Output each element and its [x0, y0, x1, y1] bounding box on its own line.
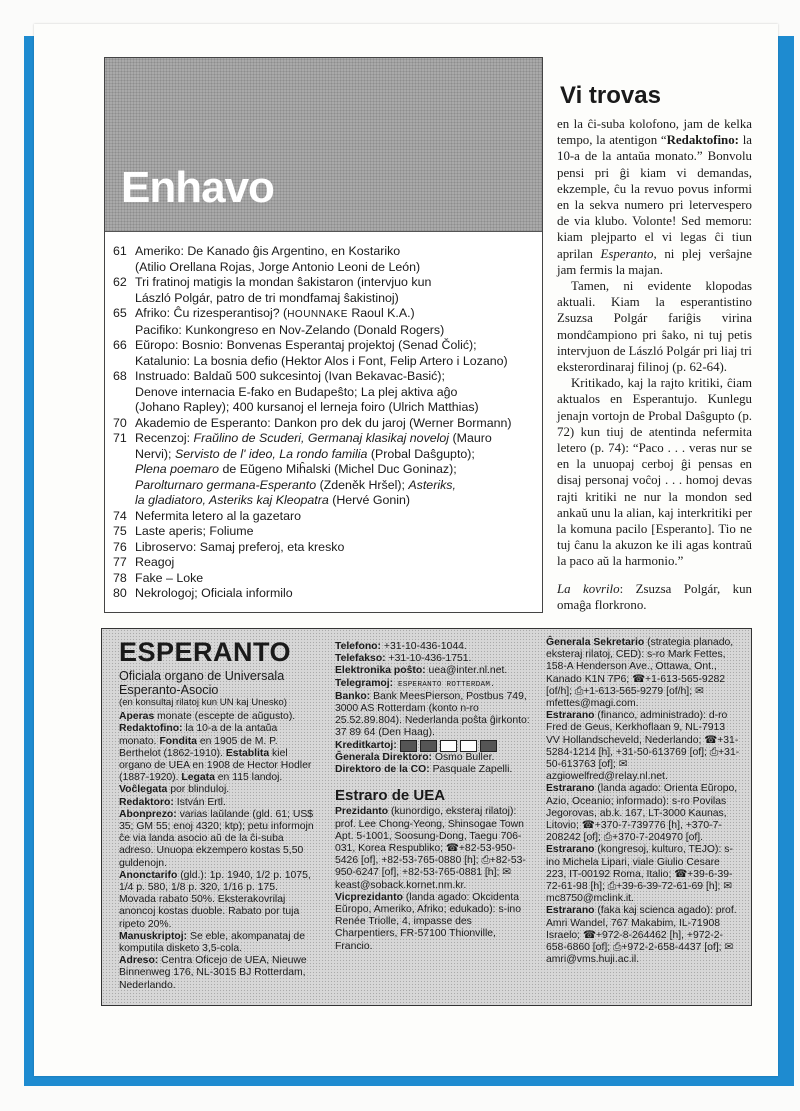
colophon-entry: Direktoro de la CO: Pasquale Zapelli.: [335, 764, 513, 776]
magazine-title: ESPERANTO: [119, 637, 292, 667]
colophon-entry: Manuskriptoj: Se eble, akompanataj de komputila disketo 3,5-cola.: [119, 930, 305, 955]
colophon-column-3: [546, 637, 740, 966]
toc-header: [105, 58, 542, 232]
board-member: Estrarano (kongresoj, kulturo, TEJO): s-ino Michela Lipari, viale Giulio Cesare 223, IT-00192 Roma, Italio; ☎+39-6-39-72-61-98 [h]; ⎙+39-6-39-72-61-69 [h]; ✉mc8750@mclink.it.: [546, 844, 733, 905]
board-member: Ĝenerala Sekretario (strategia planado, eksteraj rilatoj, CED): s-ro Mark Fettes, 158-A Henderson Ave., Ottawa, Ont., Kanado K1N 7P6; ☎+1-613-565-9282 [of/h]; ⎙+1-613-565-9279 [of/h]; ✉mfettes@magi.com.: [546, 637, 734, 710]
board-member: Estrarano (landa agado: Orienta Eŭropo, Azio, Oceanio; informado): s-ro Povilas Jegorovas, ab.k. 167, LT-3000 Kaunas, Litovio; ☎+370-7-739776 [h], +370-7-208242 [of]; ⎙+370-7-204970 [of].: [546, 783, 738, 844]
toc-entry[interactable]: 74 Nefermita letero al la gazetaro: [113, 508, 301, 523]
vi-paragraph: Kritikado, kaj la rajto kritiki, ĉiam aktualos en Esperantujo. Kunlegu jenajn vortojn de Probal Daŝgupto (p. 72) kun tiuj de atentinda nefermita letero (p. 74): “Paco . . . veras nur se en la unuopaj cerboj ĝi pensas en disaj personaj voĉoj . . . homoj devas rajti kritiki ne nur la mondon sed ankaŭ unu la alian, kaj interkritiki per la komuna pacilo [Esperanto]. Tio ne tuj ĉanu la akuzon ke ili agas kontraŭ la paco aŭ la harmonio.”: [557, 376, 752, 569]
board-member: Prezidanto (kunordigo, eksteraj rilatoj): prof. Lee Chong-Yeong, Shinsogae Town Apt. 5-1001, Soosung-Dong, Taegu 706-031, Korea Respubliko; ☎+82-53-950-5426 [of], +82-53-765-0880 [h]; ⎙+82-53-950-6247 [of], +82-53-765-0881 [h]; ✉keast@soback.kornet.nm.kr.: [335, 806, 526, 891]
toc-entry[interactable]: 66 Eŭropo: Bosnio: Bonvenas Esperantaj projektoj (Senad Čolić); Katalunio: La bosnia defio (Hektor Alos i Font, Felip Artero i Lozano): [113, 338, 508, 368]
consultative-note: (en konsultaj rilatoj kun UN kaj Unesko): [119, 697, 287, 708]
cover-caption: La kovrilo: Zsuzsa Polgár, kun omaĝa florkrono.: [557, 581, 752, 612]
colophon-column-1: [119, 637, 315, 992]
vi-paragraph: en la ĉi-suba kolofono, jam de kelka tempo, la atentigon “Redaktofino: la 10-a de la antaŭa monato.” Bonvolu pensi pri ĝi kiam vi demandas, ekzemple, ĉu la revuo povus informi en la sekva numero pri letervespero de via klubo. Volonte! Sed memoru: kiam plejparto el vi legas ĉi tiun aprilan Esperanto, ni plej verŝajne jam fermis la majan.: [557, 117, 752, 277]
board-member: Vicprezidanto (landa agado: Okcidenta Eŭropo, Ameriko, Afriko; edukado): s-ino Renée Triolle, 4, impasse des Charpentiers, FR-57100 Thionville, Francio.: [335, 891, 521, 952]
colophon-entry: Aperas monate (escepte de aŭgusto). Redaktofino: la 10-a de la antaŭa monato. Fondita en 1905 de M. P. Berthelot (1862-1910). Establita kiel organo de UEA en 1908 de Hector Hodler (1887-1920). Legata en 115 landoj. Voĉlegata por blinduloj.: [119, 711, 312, 796]
toc-title: Enhavo: [121, 163, 274, 212]
credit-card-icon: [420, 740, 437, 752]
credit-card-icon: [440, 740, 457, 752]
toc-entry[interactable]: 62 Tri fratinoj matigis la mondan ŝakistaron (intervjuo kun László Polgár, patro de tri mondfamaj ŝakistinoj): [113, 275, 432, 305]
colophon-entry: Banko: Bank MeesPierson, Postbus 749, 3000 AS Rotterdam (konto n-ro 25.52.89.804). Nederlanda poŝta ĝirkonto: 37 89 64 (Den Haag).: [335, 690, 530, 739]
colophon-entry: Adreso: Centra Oficejo de UEA, Nieuwe Binnenweg 176, NL-3015 BJ Rotterdam, Nederlando.: [119, 955, 307, 991]
vi-trovas-title: Vi trovas: [560, 82, 661, 109]
credit-card-icon: [460, 740, 477, 752]
toc-entry[interactable]: 68 Instruado: Baldaŭ 500 sukcesintoj (Ivan Bekavac-Basić); Denove internacia E-fako en Budapeŝto; La plej aktiva aĝo (Johano Rapley); 400 kursanoj el lerneja foiro (Ulrich Matthias): [113, 369, 479, 414]
board-member: Estrarano (financo, administrado): d-ro Fred de Geus, Kerkhoflaan 9, NL-7913 VV Hollandscheveld, Nederlando; ☎+31-5284-1214 [h], +31-50-613769 [of]; ⎙+31-50-613763 [of]; ✉azgiowelfred@relay.nl.net.: [546, 710, 740, 783]
credit-card-icon: [400, 740, 417, 752]
toc-entry[interactable]: 77 Reagoj: [113, 555, 175, 569]
magazine-subtitle: Oficiala organo de Universala Esperanto-Asocio: [119, 669, 285, 697]
toc-box: [104, 57, 543, 613]
toc-entry[interactable]: 61 Ameriko: De Kanado ĝis Argentino, en Kostariko (Atilio Orellana Rojas, Jorge Antonio Leoni de León): [113, 244, 421, 274]
colophon-entry: Elektronika poŝto: uea@inter.nl.net.: [335, 665, 508, 677]
colophon-entry: Telegramoj: ESPERANTO ROTTERDAM.: [335, 677, 496, 689]
colophon-entry: Telefono: +31-10-436-1044.: [335, 641, 467, 652]
board-member: Estrarano (faka kaj scienca agado): prof. Amri Wandel, 767 Makabim, IL-71908 Israelo; ☎+972-8-264462 [h], +972-2-658-6860 [of]; ⎙+972-2-658-4437 [of]; ✉amri@vms.huji.ac.il.: [546, 905, 737, 966]
colophon-entry: Telefakso: +31-10-436-1751.: [335, 653, 472, 665]
toc-entry[interactable]: 75 Laste aperis; Foliume: [113, 524, 254, 538]
credit-card-icon: [480, 740, 497, 752]
toc-list: [113, 244, 537, 602]
toc-entry[interactable]: 65 Afriko: Ĉu rizesperantisoj? (HOUNNAKE Raoul K.A.) Pacifiko: Kunkongreso en Nov-Zelando (Donald Rogers): [113, 306, 445, 337]
toc-entry[interactable]: 70 Akademio de Esperanto: Dankon pro dek du jaroj (Werner Bormann): [113, 415, 512, 430]
colophon-column-2: [335, 641, 531, 953]
vi-trovas-column: [557, 84, 752, 613]
colophon-entry: Abonprezo: varias laŭlande (gld. 61; US$ 35; GM 55; enoj 4320; ktp); petu informojn ĉe via landa asocio aŭ de la ĉi-suba adreso. Unuopa ekzempero kostas 5,50 guldenojn.: [119, 808, 314, 869]
board-title: Estraro de UEA: [335, 787, 446, 805]
colophon-entry: Redaktoro: István Ertl.: [119, 796, 226, 808]
credit-cards-row: Kreditkartoj:: [335, 740, 531, 752]
vi-paragraph: Tamen, ni evidente klopodas aktuali. Kiam la esperantistino Zsuzsa Polgár fariĝis virina mondĉampiono pri ŝako, ni tuj petis intervjuon de László Polgár pri liaj tri eksterordinaraj filinoj (p. 62-64).: [557, 279, 752, 375]
colophon-entry: Anonctarifo (gld.): 1p. 1940, 1/2 p. 1075, 1/4 p. 580, 1/8 p. 320, 1/16 p. 175. Movada rabato 50%. Eksterakovrilaj anoncoj kostas duoble. Rabato por tuja ripeto 20%.: [119, 869, 311, 930]
colophon-box: [101, 628, 752, 1006]
toc-entry[interactable]: 76 Libroservo: Samaj preferoj, eta kresko: [113, 539, 345, 554]
colophon-entry: Ĝenerala Direktoro: Osmo Buller.: [335, 751, 495, 763]
toc-entry[interactable]: 71 Recenzoj: Fraŭlino de Scuderi, Germanaj klasikaj noveloj (Mauro Nervi); Servisto de l' ideo, La rondo familia (Probal Daŝgupto); Plena poemaro de Eŭgeno Miĥalski (Michel Duc Goninaz); Parolturnaro germana-Esperanto (Zdeněk Hršel); Asteriks, la gladiatoro, Asteriks kaj Kleopatra (Hervé Gonin): [113, 431, 492, 507]
toc-entry[interactable]: 80 Nekrologoj; Oficiala informilo: [113, 586, 293, 600]
toc-entry[interactable]: 78 Fake – Loke: [113, 570, 204, 585]
